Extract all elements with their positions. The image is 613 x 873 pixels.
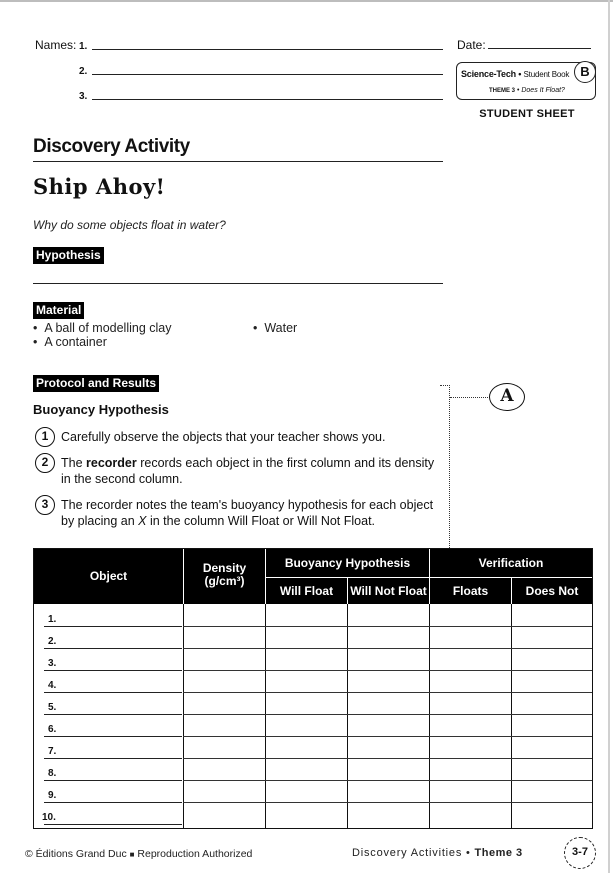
group-header-verification: Verification (430, 549, 592, 577)
col-header-floats: Floats (430, 578, 511, 604)
callout-connector (450, 397, 490, 398)
row-number: 8. (48, 768, 57, 779)
object-entry-line[interactable] (44, 824, 182, 825)
step-number: 2 (35, 453, 55, 473)
row-number: 4. (48, 680, 57, 691)
name-line-number: 3. (79, 91, 88, 102)
row-divider (183, 802, 592, 803)
column-divider (429, 604, 430, 828)
material-item: • Water (253, 321, 298, 335)
buoyancy-subheading: Buoyancy Hypothesis (33, 402, 169, 417)
page-number-badge: 3-7 (564, 837, 596, 869)
row-divider (183, 758, 592, 759)
row-divider (183, 692, 592, 693)
row-divider (183, 648, 592, 649)
hypothesis-heading: Hypothesis (33, 247, 104, 264)
right-border (608, 0, 610, 873)
name-line-number: 1. (79, 41, 88, 52)
copyright-notice: © Éditions Grand Duc ■ Reproduction Authorized (25, 848, 253, 860)
col-header-density: Density (g/cm³) (184, 549, 265, 604)
column-divider (347, 604, 348, 828)
row-number: 1. (48, 614, 57, 625)
row-divider (183, 626, 592, 627)
column-divider (265, 604, 266, 828)
row-divider (183, 780, 592, 781)
material-item: • A ball of modelling clay (33, 321, 172, 335)
col-header-will-not-float: Will Not Float (348, 578, 429, 604)
row-number: 2. (48, 636, 57, 647)
object-entry-line[interactable] (44, 780, 182, 781)
step-text: Carefully observe the objects that your teacher shows you. (61, 430, 386, 444)
date-field[interactable] (488, 48, 591, 49)
row-divider (183, 670, 592, 671)
row-number: 7. (48, 746, 57, 757)
row-number: 5. (48, 702, 57, 713)
column-divider (511, 604, 512, 828)
callout-connector (449, 385, 450, 548)
row-number: 3. (48, 658, 57, 669)
step-number: 3 (35, 495, 55, 515)
step-number: 1 (35, 427, 55, 447)
object-entry-line[interactable] (44, 802, 182, 803)
object-entry-line[interactable] (44, 714, 182, 715)
column-divider (183, 604, 184, 828)
title-divider (33, 161, 443, 162)
badge-letter-b: B (574, 61, 596, 83)
row-number: 6. (48, 724, 57, 735)
date-label: Date: (457, 38, 486, 52)
header-divider (511, 578, 512, 604)
section-title: Discovery Activity (33, 136, 190, 157)
object-entry-line[interactable] (44, 648, 182, 649)
callout-letter-a: A (489, 383, 525, 411)
row-divider (183, 714, 592, 715)
group-header-hypothesis: Buoyancy Hypothesis (266, 549, 429, 577)
badge-series: Science-Tech • Student Book (461, 69, 570, 79)
material-heading: Material (33, 302, 84, 319)
material-item: • A container (33, 335, 107, 349)
name-field-2[interactable] (92, 74, 443, 75)
student-sheet-label: STUDENT SHEET (479, 108, 575, 120)
top-border (0, 0, 613, 2)
step-text: The recorder records each object in the first column and its density in the second column. (61, 456, 435, 486)
badge-theme: THEME 3 • Does It Float? (489, 87, 565, 94)
object-entry-line[interactable] (44, 758, 182, 759)
header-divider (347, 578, 348, 604)
row-number: 10. (42, 812, 56, 823)
names-label: Names: (35, 38, 77, 52)
protocol-heading: Protocol and Results (33, 375, 159, 392)
object-entry-line[interactable] (44, 736, 182, 737)
col-header-object: Object (34, 549, 183, 604)
name-line-number: 2. (79, 66, 88, 77)
step-text: The recorder notes the team's buoyancy hypothesis for each object by placing an X in the column Will Float or Will Not Float. (61, 498, 434, 528)
col-header-will-float: Will Float (266, 578, 347, 604)
hypothesis-answer-line[interactable] (33, 283, 443, 284)
name-field-1[interactable] (92, 49, 443, 50)
object-entry-line[interactable] (44, 626, 182, 627)
guiding-question: Why do some objects float in water? (33, 218, 226, 232)
activity-title: Ship Ahoy! (33, 174, 166, 199)
object-entry-line[interactable] (44, 670, 182, 671)
row-number: 9. (48, 790, 57, 801)
row-divider (183, 736, 592, 737)
header-divider (266, 577, 592, 578)
footer-series: Discovery Activities • Theme 3 (352, 847, 523, 859)
name-field-3[interactable] (92, 99, 443, 100)
col-header-does-not-float: Does Not Float (512, 578, 592, 604)
header-divider (183, 549, 184, 604)
object-entry-line[interactable] (44, 692, 182, 693)
